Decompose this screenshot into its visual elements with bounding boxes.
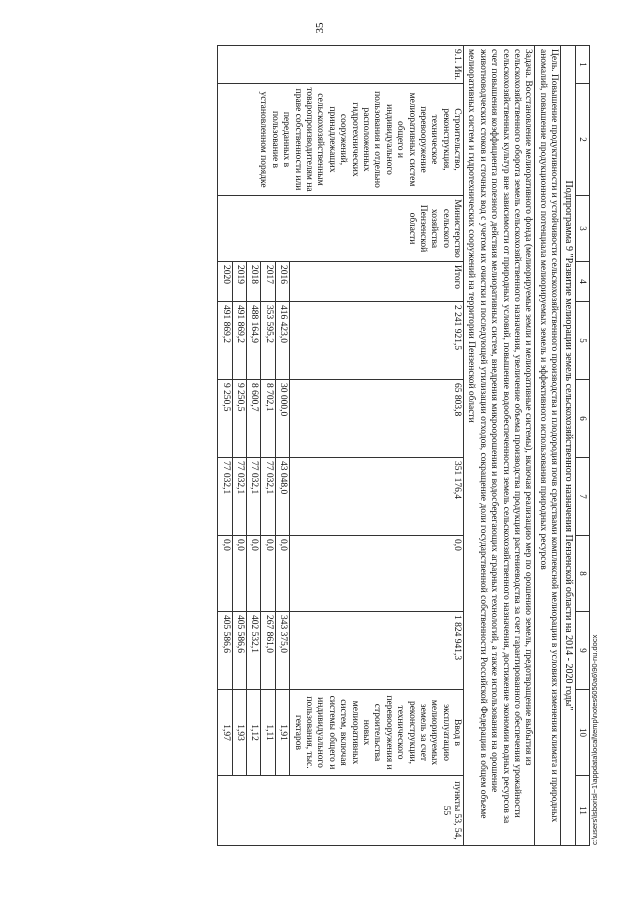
column-number: 4 [576,262,590,302]
task-row [464,46,535,846]
value-cell: 351 176,4 [290,458,464,536]
year-cell: Итого [290,262,464,302]
measure-executor: Министерство сельского хозяйства Пензенской области [218,196,464,262]
subprogram-title-row [561,46,576,846]
column-number: 11 [576,776,590,846]
indicator-value: 1,12 [247,690,261,776]
value-cell: 43 048,0 [275,458,289,536]
subprogram-title: Подпрограмма 9 "Развитие мелиорации земель сельскохозяйственного назначения Пензенской области на 2014 - 2020 годы" [561,46,576,846]
value-cell: 77 032,1 [232,458,246,536]
indicator-value: 1,93 [232,690,246,776]
column-number: 5 [576,302,590,380]
column-number: 2 [576,84,590,196]
page-number: 35 [314,22,326,34]
indicator-cell [290,690,464,776]
value-cell: 1 824 941,3 [290,612,464,690]
year-cell: 2019 [232,262,246,302]
total-cell: 416 423,0 [275,302,289,380]
column-number: 8 [576,536,590,612]
total-cell: 491 869,2 [232,302,246,380]
table-row [290,46,464,846]
value-cell: 405 586,6 [218,612,232,690]
value-cell: 0,0 [275,536,289,612]
value-cell: 343 375,0 [275,612,289,690]
column-number: 7 [576,458,590,536]
value-cell: 77 032,1 [218,458,232,536]
total-cell: 488 164,9 [247,302,261,380]
value-cell: 0,0 [290,536,464,612]
value-cell: 65 803,8 [290,380,464,458]
value-cell: 402 532,1 [247,612,261,690]
measure-number: 9.1. Ин. [218,46,464,84]
value-cell: 8 702,1 [261,380,275,458]
measure-name: Строительство, реконструкция, техническое перевооружение мелиоративных систем общего и индивидуального пользования и отдельно расположенных гидротехнических сооружений, принадлежащих сельскохозяйственным товаропроизводителям на праве собственности или переданных в пользование в установленном порядке [218,84,464,196]
rotated-table-sheet [80,45,590,845]
total-cell: 491 869,2 [218,302,232,380]
footer-file-path: c:\users\lsborisl~1\appdata\local\temp\notes6050a6\90-nu.docx [590,634,599,845]
indicator-value: 1,91 [275,690,289,776]
total-cell: 2 241 921,5 [290,302,464,380]
year-cell: 2016 [275,262,289,302]
column-number: 3 [576,196,590,262]
program-table [217,45,590,846]
year-cell: 2020 [218,262,232,302]
value-cell: 267 861,0 [261,612,275,690]
column-number: 1 [576,46,590,84]
value-cell: 30 000,0 [275,380,289,458]
indicator-ref: пункты 53, 54, 55 [218,776,464,846]
column-number: 6 [576,380,590,458]
value-cell: 0,0 [218,536,232,612]
year-cell: 2017 [261,262,275,302]
value-cell: 9 250,5 [218,380,232,458]
indicator-text: Ввод в эксплуатацию мелиорируемых земель за счет реконструкции, технического перевооружения и строительства новых мелиоративных систем, включая системы общего и индивидуального пользования, тыс. гектаров [292,695,463,770]
value-cell: 0,0 [261,536,275,612]
value-cell: 0,0 [232,536,246,612]
year-cell: 2018 [247,262,261,302]
goal-row [535,46,561,846]
column-number: 9 [576,612,590,690]
value-cell: 8 600,7 [247,380,261,458]
value-cell: 405 586,6 [232,612,246,690]
value-cell: 9 250,5 [232,380,246,458]
value-cell: 0,0 [247,536,261,612]
value-cell: 77 032,1 [247,458,261,536]
goal-text: Цель. Повышение продуктивности и устойчивости сельскохозяйственного производства и плодородия почв средствами комплексной мелиорации в условиях изменения климата и природных аномалий, повышение продукционного потенциала мелиорируемых земель и эффективного использования природных ресурсов [535,46,561,846]
total-cell: 353 595,2 [261,302,275,380]
value-cell: 77 032,1 [261,458,275,536]
column-number-row [576,46,590,846]
indicator-value: 1,11 [261,690,275,776]
column-number: 10 [576,690,590,776]
indicator-value: 1,97 [218,690,232,776]
task-text: Задача. Восстановление мелиоративного фонда (мелиорируемые земли и мелиоративные системы), включая реализацию мер по орошению земель, предотвращение выбытия из сельскохозяйственного оборота земель сельскохозяйственного назначения, увеличение объема производства продукции растениеводства за счет гарантированного обеспечения урожайности сельскохозяйственных культур вне зависимости от природных условий, повышение водообеспеченности земель сельскохозяйственного назначения, достижение экономии водных ресурсов за счет повышения коэффициента полезного действия мелиоративных систем, внедрения микроорошения и водосберегающих аграрных технологий, а также использования на орошение животноводческих стоков и сточных вод с учетом их очистки и последующей утилизации отходов, сокращение доли государственной собственности Российской Федерации в общем объеме мелиоративных систем и гидротехнических сооружений на территории Пензенской области [464,46,535,846]
